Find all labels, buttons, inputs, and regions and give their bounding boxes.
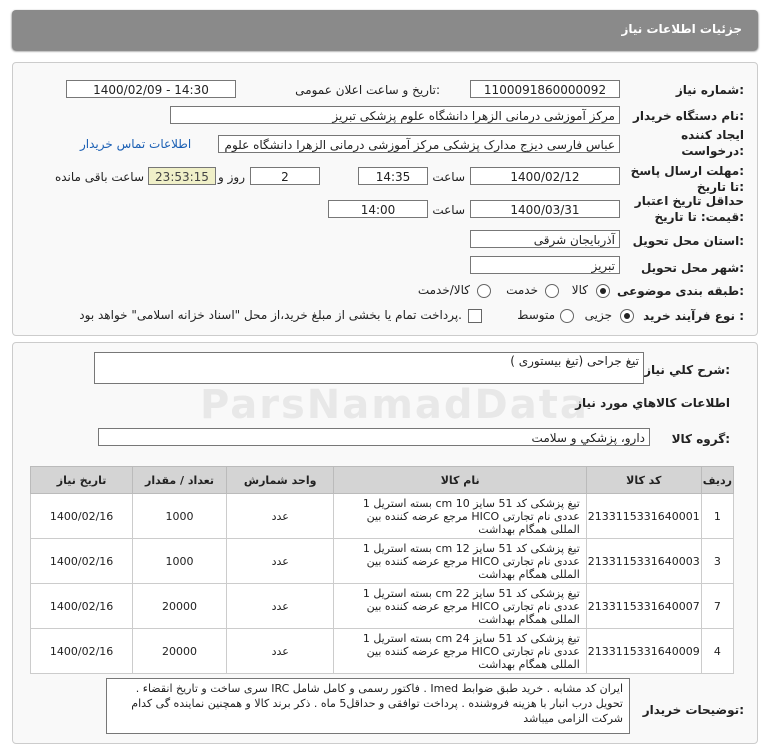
remaining-time-field: 23:53:15 [148,167,216,185]
row-code: 2133115331640009 [586,629,701,674]
col-code: کد کالا [586,467,701,494]
row-code: 2133115331640001 [586,494,701,539]
remaining-label: ساعت باقی مانده [54,170,144,184]
row-unit: عدد [226,494,334,539]
announce-field: 1400/02/09 - 14:30 [66,80,236,98]
buyer-notes-field: ایران کد مشابه . خرید طبق ضوابط Imed . فاکتور رسمی و کامل شامل IRC سری ساخت و تاریخ انقضاء . تحویل درب انبار با هزینه فروشنده . پرداخت توافقی و حداقل5 ماه . ذکر برند کالا و همچنین نماینده گی کدام شرکت الزامی میباشد [106,678,630,734]
days-field: 2 [250,167,320,185]
treasury-payment-note: پرداخت تمام یا بخشی از مبلغ خرید،از محل "اسناد خزانه اسلامی" خواهد بود. [79,308,462,322]
row-unit: عدد [226,629,334,674]
days-label: روز و [218,170,245,184]
col-date: تاریخ نیاز [31,467,133,494]
need-number-field: 1100091860000092 [470,80,620,98]
row-index: 3 [701,539,733,584]
row-qty: 1000 [133,494,227,539]
process-minor-label: جزیی [584,308,612,322]
row-code: 2133115331640007 [586,584,701,629]
announce-label: تاریخ و ساعت اعلان عمومی: [295,83,440,97]
deadline-date-field: 1400/02/12 [470,167,620,185]
col-name: نام کالا [334,467,586,494]
col-unit: واحد شمارش [226,467,334,494]
row-name: تیغ پزشکی کد 51 سایز 24 cm بسته استریل 1 عددی نام تجارتی HICO مرجع عرضه کننده بین المللی همگام بهداشت [334,629,586,674]
row-name: تیغ پزشکی کد 51 سایز 10 cm بسته استریل 1 عددی نام تجارتی HICO مرجع عرضه کننده بین المللی همگام بهداشت [334,494,586,539]
province-label: استان محل تحویل: [632,234,744,248]
row-date: 1400/02/16 [31,494,133,539]
province-field: آذربایجان شرقی [470,230,620,248]
buyer-field: مرکز آموزشی درمانی الزهرا دانشگاه علوم پزشکی تبریز [170,106,620,124]
table-row [31,629,734,674]
row-index: 1 [701,494,733,539]
col-qty: تعداد / مقدار [133,467,227,494]
row-date: 1400/02/16 [31,539,133,584]
deadline-time-field: 14:35 [358,167,428,185]
category-radio-goods[interactable] [596,284,610,298]
validity-time-label: ساعت [432,203,465,217]
city-field: تبریز [470,256,620,274]
process-medium-label: متوسط [517,308,555,322]
category-radio-both[interactable] [477,284,491,298]
city-label: شهر محل تحویل: [640,261,744,275]
validity-time-field: 14:00 [328,200,428,218]
summary-field: تیغ جراحی (تیغ بیستوری ) [94,352,644,384]
validity-date-field: 1400/03/31 [470,200,620,218]
row-qty: 1000 [133,539,227,584]
category-radio-service[interactable] [545,284,559,298]
creator-label: ایجاد کننده [681,128,744,142]
table-row [31,539,734,584]
table-header-row [31,467,734,494]
buyer-notes-label: توضیحات خریدار: [642,703,744,717]
page-header [12,10,758,50]
need-number-label: شماره نیاز: [675,83,744,97]
deadline-label-2: تا تاریخ: [696,180,744,194]
row-name: تیغ پزشکی کد 51 سایز 12 cm بسته استریل 1 عددی نام تجارتی HICO مرجع عرضه کننده بین المللی همگام بهداشت [334,539,586,584]
row-date: 1400/02/16 [31,629,133,674]
creator-label-2: درخواست: [681,144,744,158]
row-name: تیغ پزشکی کد 51 سایز 22 cm بسته استریل 1 عددی نام تجارتی HICO مرجع عرضه کننده بین المللی همگام بهداشت [334,584,586,629]
goods-table [30,466,734,674]
table-row [31,494,734,539]
row-index: 4 [701,629,733,674]
row-unit: عدد [226,539,334,584]
deadline-label: مهلت ارسال پاسخ: [630,164,744,178]
deadline-time-label: ساعت [432,170,465,184]
buyer-label: نام دستگاه خریدار: [633,109,744,123]
goods-group-field: دارو، پزشکي و سلامت [98,428,650,446]
category-label: طبقه بندی موضوعی: [616,284,744,298]
row-qty: 20000 [133,584,227,629]
treasury-payment-checkbox[interactable] [468,309,482,323]
row-unit: عدد [226,584,334,629]
validity-label-2: قیمت: تا تاریخ: [654,210,744,224]
process-label: نوع فرآیند خرید : [643,309,744,323]
table-row [31,584,734,629]
buyer-contact-link[interactable]: اطلاعات تماس خریدار [80,137,192,151]
validity-label: حداقل تاریخ اعتبار [634,194,744,208]
page-title: جزئیات اطلاعات نیاز [621,22,742,36]
creator-field: عباس فارسی دیزج مدارک پزشکی مرکز آموزشی درمانی الزهرا دانشگاه علوم [218,135,620,153]
goods-section-title: اطلاعات کالاهاي مورد نياز [575,396,730,410]
category-goods-label: کالا [571,283,588,297]
col-index: ردیف [701,467,733,494]
row-code: 2133115331640003 [586,539,701,584]
process-radio-minor[interactable] [620,309,634,323]
summary-label: شرح کلي نياز: [644,363,730,377]
row-qty: 20000 [133,629,227,674]
row-date: 1400/02/16 [31,584,133,629]
category-both-label: کالا/خدمت [417,283,470,297]
goods-group-label: گروه کالا: [671,432,730,446]
process-radio-medium[interactable] [560,309,574,323]
category-service-label: خدمت [506,283,538,297]
row-index: 7 [701,584,733,629]
